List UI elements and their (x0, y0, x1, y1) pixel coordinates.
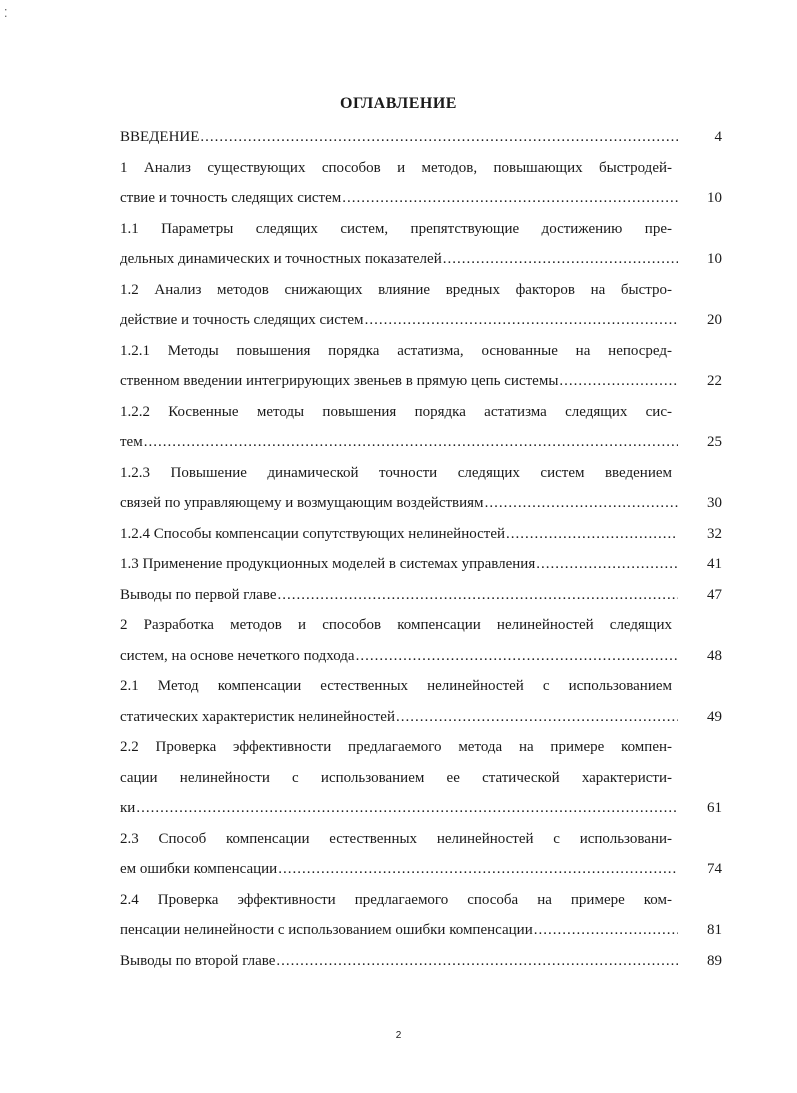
toc-entry-text: ем ошибки компенсации (120, 861, 278, 877)
dot-leader (443, 244, 678, 275)
toc-page-number: 30 (707, 495, 722, 511)
toc-entry-text: 2.3 Способ компенсации естественных нелинейностей с использовани- (120, 830, 672, 847)
toc-page-number: 25 (707, 434, 722, 450)
toc-page-number: 10 (707, 190, 722, 206)
toc-page-number: 41 (707, 556, 722, 572)
toc-entry-line (120, 580, 722, 611)
toc-entry (120, 580, 722, 611)
toc-entry (120, 519, 722, 550)
toc-entry-line (120, 854, 722, 885)
dot-leader (276, 946, 678, 977)
toc-page-number: 81 (707, 922, 722, 938)
toc-entry-line (120, 244, 722, 275)
toc-entry-text: 1.2 Анализ методов снижающих влияние вредных факторов на быстро- (120, 281, 672, 298)
toc-page-number: 47 (707, 586, 722, 603)
toc-entry-text: сации нелинейности с использованием ее статической характеристи- (120, 769, 672, 786)
toc-entry-line (120, 275, 722, 306)
toc-entry-line (120, 702, 722, 733)
toc-entry-line (120, 122, 722, 153)
dot-leader (136, 793, 678, 824)
toc-entry (120, 610, 722, 671)
toc-page-number: 4 (714, 129, 722, 145)
toc-entry-text: 1.3 Применение продукционных моделей в системах управления (120, 556, 536, 572)
toc-entry-text: ВВЕДЕНИЕ (120, 129, 200, 145)
toc-entry-line (120, 305, 722, 336)
toc-entry-line (120, 763, 722, 794)
toc-entry-text: дельных динамических и точностных показателей (120, 251, 442, 267)
toc-entry-text: статических характеристик нелинейностей (120, 708, 395, 725)
toc-entry-line (120, 488, 722, 519)
toc-entry-text: 2.1 Метод компенсации естественных нелинейностей с использованием (120, 678, 672, 694)
toc-entry-text: 1.2.3 Повышение динамической точности следящих систем введением (120, 464, 672, 481)
toc-entry-text: действие и точность следящих систем (120, 312, 364, 328)
toc-entry-text: 2 Разработка методов и способов компенсации нелинейностей следящих (120, 617, 672, 633)
toc-entry-line (120, 458, 722, 489)
toc-entry-line (120, 732, 722, 763)
dot-leader (278, 854, 678, 885)
toc-entry-line (120, 397, 722, 428)
toc-entry-line (120, 183, 722, 214)
toc-entry-text: 1.1 Параметры следящих систем, препятствующие достижению пре- (120, 220, 672, 237)
toc-entry-text: Выводы по первой главе (120, 586, 277, 603)
toc-page-number: 10 (707, 251, 722, 267)
toc-entry-text: ствие и точность следящих систем (120, 190, 342, 206)
toc-page-number: 22 (707, 373, 722, 389)
dot-leader (144, 427, 678, 458)
toc-entry (120, 946, 722, 977)
toc-entry-line (120, 885, 722, 916)
toc-entry (120, 336, 722, 397)
toc-entry (120, 122, 722, 153)
toc-page-number: 48 (707, 647, 722, 664)
toc-entry-text: тем (120, 434, 143, 450)
toc-entry-text: 2.4 Проверка эффективности предлагаемого способа на примере ком- (120, 891, 672, 908)
toc-entry-line (120, 214, 722, 245)
dot-leader (356, 641, 678, 672)
toc-entry (120, 214, 722, 275)
dot-leader (536, 549, 678, 580)
toc-entry (120, 458, 722, 519)
toc-entry-line (120, 946, 722, 977)
toc-entry-text: Выводы по второй главе (120, 952, 276, 969)
toc-page-number: 89 (707, 952, 722, 969)
toc-entry-text: 1.2.2 Косвенные методы повышения порядка астатизма следящих сис- (120, 403, 672, 420)
toc-entry-line (120, 671, 722, 702)
toc-entry-text: 2.2 Проверка эффективности предлагаемого метода на примере компен- (120, 739, 672, 755)
toc-entry (120, 885, 722, 946)
page-number: 2 (395, 1030, 402, 1041)
toc-entry-line (120, 641, 722, 672)
dot-leader (365, 305, 678, 336)
dot-leader (200, 122, 678, 153)
toc-entry-line (120, 793, 722, 824)
toc-page-number: 74 (707, 861, 722, 877)
toc-entry (120, 549, 722, 580)
toc-entry-line (120, 427, 722, 458)
toc-entry-text: 1 Анализ существующих способов и методов, повышающих быстродей- (120, 159, 672, 176)
page-title: ОГЛАВЛЕНИЕ (340, 95, 457, 112)
scan-corner-mark: ⁚ (4, 8, 8, 20)
toc-page-number: 20 (707, 312, 722, 328)
toc-entry-line (120, 610, 722, 641)
toc-entry-text: систем, на основе нечеткого подхода (120, 647, 355, 664)
toc-entry (120, 824, 722, 885)
toc-entry-line (120, 336, 722, 367)
toc-entry-line (120, 824, 722, 855)
toc-entry-line (120, 519, 722, 550)
dot-leader (342, 183, 678, 214)
toc-entry (120, 153, 722, 214)
toc-entry (120, 275, 722, 336)
toc-entry-text: связей по управляющему и возмущающим воздействиям (120, 495, 484, 511)
dot-leader (534, 915, 678, 946)
toc-entry-text: пенсации нелинейности с использованием ошибки компенсации (120, 922, 533, 938)
toc-entry-text: 1.2.1 Методы повышения порядка астатизма, основанные на непосред- (120, 342, 672, 359)
dot-leader (559, 366, 678, 397)
dot-leader (485, 488, 678, 519)
toc-entry-text: ственном введении интегрирующих звеньев в прямую цепь системы (120, 373, 559, 389)
toc-entry-line (120, 153, 722, 184)
toc-page-number: 61 (707, 800, 722, 816)
toc-entry (120, 397, 722, 458)
toc-entry-text: 1.2.4 Способы компенсации сопутствующих нелинейностей (120, 525, 505, 542)
toc-page-number: 32 (707, 525, 722, 542)
table-of-contents (120, 122, 722, 976)
dot-leader (506, 519, 678, 550)
dot-leader (396, 702, 678, 733)
toc-entry (120, 671, 722, 732)
dot-leader (278, 580, 679, 611)
toc-entry (120, 732, 722, 824)
toc-entry-line (120, 549, 722, 580)
toc-entry-text: ки (120, 800, 136, 816)
toc-page-number: 49 (707, 708, 722, 725)
toc-entry-line (120, 915, 722, 946)
toc-entry-line (120, 366, 722, 397)
